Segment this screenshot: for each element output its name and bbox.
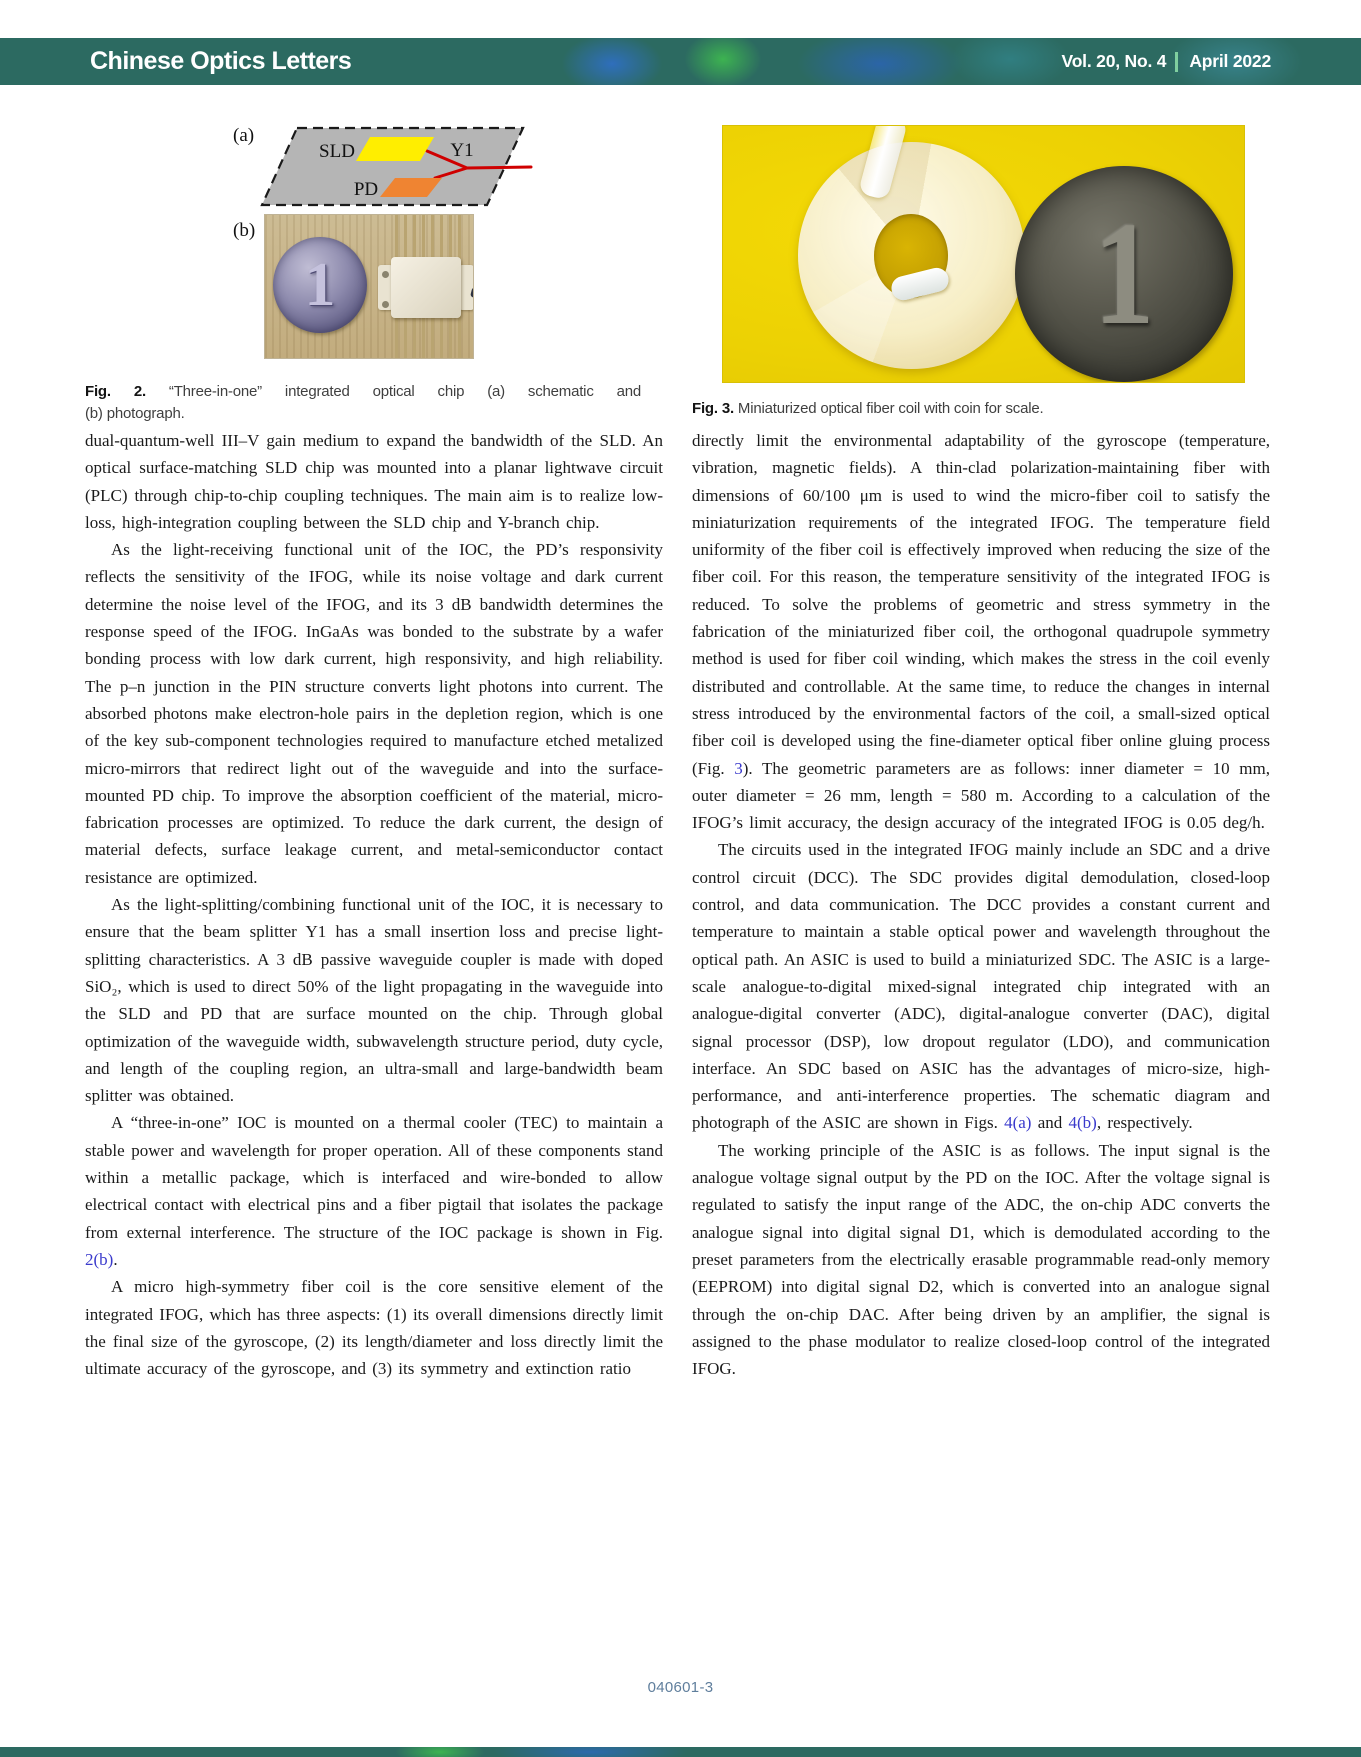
figure-2-caption-line1 (85, 381, 641, 403)
right-column (692, 427, 1270, 1382)
pd-label: PD (353, 179, 379, 200)
separator-bar (1175, 52, 1178, 72)
ioc-metal-package (391, 257, 461, 318)
journal-title: Chinese Optics Letters (90, 47, 352, 75)
paragraph (692, 427, 1270, 836)
figure-reference-link[interactable]: 4(a) (1004, 1113, 1032, 1133)
package-pins-top (395, 215, 461, 259)
body-text: , respectively. (1096, 1113, 1193, 1133)
left-column (85, 427, 663, 1382)
body-text: As the light-receiving functional unit of the IOC, the PD’s responsivity reflects the sensitivity of the IFOG, while its noise voltage and dark current determine the noise level of the IFOG, and its 3 dB bandwidth determines the response speed of the IFOG. InGaAs was bonded to the substrate by a wafer bonding process with low dark current, high responsivity, and high reliability. The p–n junction in the PIN structure converts light photons into current. The absorbed photons make electron-hole pairs in the depletion region, which is one of the key sub-component technologies required to manufacture etched metalized micro-mirrors that redirect light out of the waveguide and into the surface-mounted PD chip. To improve the absorption coefficient of the material, micro-fabrication processes are optimized. To reduce the dark current, the design of material defects, surface leakage current, and metal-semiconductor contact resistance are optimized. (85, 540, 663, 887)
body-text: A micro high-symmetry fiber coil is the core sensitive element of the integrated IFOG, which has three aspects: (1) its overall dimensions directly limit the final size of the gyroscope, (2) its length/diameter and loss directly limit the ultimate accuracy of the gyroscope, and (3) its symmetry and extinction ratio (85, 1277, 663, 1379)
optical-fiber-coil (798, 142, 1025, 369)
body-text: ). The geometric parameters are as follows: inner diameter = 10 mm, outer diameter = 26 mm, length = 580 m. According to a calculation of the IFOG’s limit accuracy, the design accuracy of the integrated IFOG is 0.05 deg/h. (692, 758, 1270, 833)
body-text: . (113, 1249, 118, 1269)
figure-2 (85, 100, 663, 430)
journal-header-band (0, 38, 1361, 85)
figure-2-caption-text: “Three-in-one” integrated optical chip (a) schematic and (168, 383, 642, 400)
figure-3-caption (692, 398, 1270, 420)
figure-2b-photo (265, 215, 473, 358)
coin (273, 237, 367, 333)
waveguide-line-output (467, 167, 531, 168)
figure-3-caption-text: Miniaturized optical fiber coil with coin for scale. (737, 400, 1044, 417)
body-text: A “three-in-one” IOC is mounted on a thermal cooler (TEC) to maintain a stable power and wavelength for proper operation. All of these components stand within a metallic package, which is interfaced and wire-bonded to allow electrical contact with electrical pins and a fiber pigtail that isolates the package from external interference. The structure of the IOC package is shown in Fig. (85, 1113, 663, 1242)
paragraph (692, 836, 1270, 1136)
body-text: The circuits used in the integrated IFOG mainly include an SDC and a drive control circuit (DCC). The SDC provides digital demodulation, closed-loop control, and data communication. The DCC provides a constant current and temperature to maintain a stable optical power and wavelength throughout the optical path. An ASIC is used to build a miniaturized SDC. The ASIC is a large-scale analogue-to-digital mixed-signal integrated chip integrated with an analogue-digital converter (ADC), digital-analogue converter (DAC), digital signal processor (DSP), low dropout regulator (LDO), and communication interface. An SDC based on ASIC has the advantages of micro-size, high-performance, and anti-interference properties. The schematic diagram and photograph of the ASIC are shown in Figs. (692, 840, 1270, 1133)
figure-2-caption-line2: (b) photograph. (85, 405, 185, 422)
y1-label: Y1 (450, 140, 474, 161)
body-text: dual-quantum-well III–V gain medium to expand the bandwidth of the SLD. An optical surface-matching SLD chip was mounted into a planar lightwave circuit (PLC) through chip-to-chip coupling techniques. The main aim is to realize low-loss, high-integration coupling between the SLD chip and Y-branch chip. (85, 431, 663, 532)
body-text: directly limit the environmental adaptability of the gyroscope (temperature, vibration, magnetic fields). A thin-clad polarization-maintaining fiber with dimensions of 60/100 μm is used to wind the micro-fiber coil to satisfy the miniaturization requirements of the integrated IFOG. The temperature field uniformity of the fiber coil is effectively improved when reducing the size of the fiber coil. For this reason, the temperature sensitivity of the integrated IFOG is reduced. To solve the problems of geometric and stress symmetry in the fabrication of the miniaturized fiber coil, the orthogonal quadrupole symmetry method is used for fiber coil winding, which makes the stress in the coil evenly distributed and controllable. At the same time, to reduce the changes in internal stress introduced by the environmental factors of the coil, a small-sized optical fiber coil is developed using the fine-diameter optical fiber online gluing process (Fig. (692, 431, 1270, 778)
figure-2a-schematic (255, 116, 545, 216)
figure-3-caption-number: Fig. 3. (692, 400, 734, 417)
package-screw-hole (382, 271, 389, 278)
paragraph (85, 1273, 663, 1382)
figure-2-caption (85, 381, 641, 425)
figure-3-photo (723, 126, 1244, 382)
figure-reference-link[interactable]: 4(b) (1068, 1113, 1097, 1133)
figure-reference-link[interactable]: 3 (734, 758, 743, 778)
body-text: and (1031, 1113, 1069, 1133)
paragraph (85, 427, 663, 536)
package-pins-bottom (395, 316, 461, 358)
page-number: 040601-3 (647, 1679, 714, 1696)
sld-label: SLD (319, 141, 355, 162)
figure-3 (692, 100, 1270, 430)
volume-label: Vol. 20, No. 4 (1061, 51, 1167, 71)
body-text: The working principle of the ASIC is as follows. The input signal is the analogue voltage signal output by the PD on the IOC. After the voltage signal is regulated to satisfy the input range of the ADC, the on-chip ADC converts the analogue signal into digital signal D1, which is demodulated according to the preset parameters from the electrically erasable programmable read-only memory (EEPROM) into digital signal D2, which is converted into an analogue signal through the on-chip DAC. After being driven by an amplifier, the signal is assigned to the phase modulator to realize closed-loop control of the integrated IFOG. (692, 1140, 1270, 1379)
paragraph (85, 891, 663, 1109)
footer-band (0, 1747, 1361, 1757)
figure-2-caption-number: Fig. 2. (85, 383, 146, 400)
coin-numeral: 1 (1093, 192, 1155, 356)
package-tab-right (459, 265, 473, 310)
figure-2-panel-b-label: (b) (233, 220, 256, 241)
paragraph (85, 536, 663, 891)
figure-2-panel-a-label: (a) (233, 125, 255, 146)
package-screw-hole (382, 301, 389, 308)
paragraph (85, 1109, 663, 1273)
coin (1015, 166, 1233, 382)
coin-numeral: 1 (304, 250, 336, 319)
optical-chip-schematic (255, 116, 545, 216)
figure-reference-link[interactable]: 2(b) (85, 1249, 114, 1269)
issue-date-label: April 2022 (1189, 51, 1271, 71)
body-text: As the light-splitting/combining functional unit of the IOC, it is necessary to ensure that the beam splitter Y1 has a small insertion loss and precise light-splitting characteristics. A 3 dB passive waveguide coupler is made with doped SiO₂, which is used to direct 50% of the light propagating in the waveguide into the SLD and PD that are surface mounted on the chip. Through global optimization of the waveguide width, subwavelength structure period, duty cycle, and length of the coupling region, an ultra-small and large-bandwidth beam splitter was obtained. (85, 895, 663, 1106)
issue-info (1062, 51, 1271, 72)
paragraph (692, 1137, 1270, 1383)
